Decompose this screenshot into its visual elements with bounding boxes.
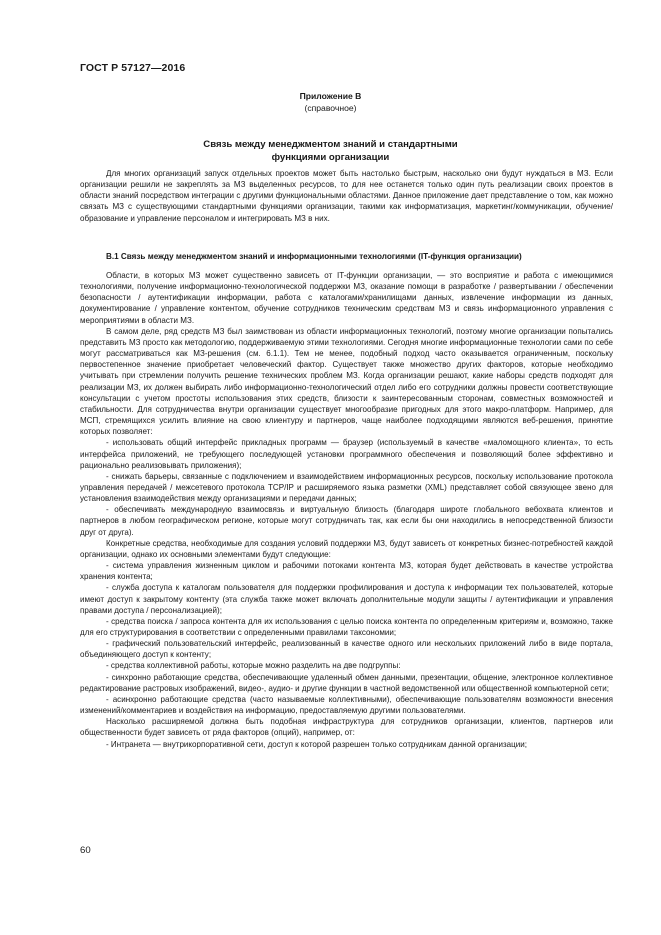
list-item: - Интранета — внутрикорпоративной сети, доступ к которой разрешен только сотрудникам данной организации; bbox=[106, 739, 527, 749]
section-body bbox=[80, 270, 613, 750]
list-item: - синхронно работающие средства, обеспечивающие удаленный обмен данными, презентации, общение, электронное коллективное редактирование растровых изображений, видео-, аудио- и другие функции в частной ведомственной или общественной компьютерной сети; bbox=[80, 672, 613, 693]
list-item: - графический пользовательский интерфейс, реализованный в качестве одного или нескольких приложений либо в виде портала, объединяющего доступ к контенту; bbox=[80, 639, 613, 660]
appendix-title: Приложение В bbox=[299, 91, 362, 101]
list-item: - средства поиска / запроса контента для их использования с целью поиска контента по определенным критериям и, возможно, также для его структурирования в соответствии с определенными правилами таксономии; bbox=[80, 616, 613, 637]
list-item: - асинхронно работающие средства (часто называемые коллективными), обеспечивающие пользователям возможности внесения изменений/комментариев и воздействия на информацию, предоставляемую другими пользователями. bbox=[80, 694, 613, 716]
page-title-line1: Связь между менеджментом знаний и стандартными bbox=[203, 139, 458, 150]
paragraph: Конкретные средства, необходимые для создания условий поддержки МЗ, будут зависеть от конкретных бизнес-потребностей каждой организации, однако их основными элементами будут следующие: bbox=[80, 538, 613, 559]
list-item: - использовать общий интерфейс прикладных программ — браузер (используемый в качестве «маломощного клиента», то есть интерфейса приложений, не требующего последующей установки программного обеспечения и позволяющий более эффективно и рационально реализовывать приложения); bbox=[80, 438, 613, 470]
page-number: 60 bbox=[80, 845, 91, 856]
page-title-line2: функциями организации bbox=[271, 152, 390, 163]
appendix-subtitle: (справочное) bbox=[304, 103, 357, 113]
paragraph: В самом деле, ряд средств МЗ был заимствован из области информационных технологий, поэтому многие организации попытались представить МЗ просто как методологию, поддерживаемую этими технологиями. Сегодня многие информационные технологии сами по себе могут рассматриваться как МЗ-решения (см. 6.1.1). Тем не менее, подобный подход часто оказывается ограниченным, поскольку первостепенное значение приобретает человеческий фактор. Существует также множество других факторов, которые необходимо учитывать при стремлении получить решение технических проблем МЗ. Когда организации решают, какие наборы средств подходят для реализации МЗ, их должен выбирать либо информационно-технологический отдел либо его сотрудники должны провести соответствующие консультации с учетом простоты использования этих средств, близости к заинтересованным сторонам, совместных возможностей и стабильности. Для сотрудничества внутри организации существует многообразие пригодных для этого макро-платформ. Например, для МСП, стремящихся усилить влияние на свою клиентуру и партнеров, чаще наиболее подходящими являются веб-решения, принятие которых позволяет: bbox=[80, 326, 613, 437]
intro-paragraph: Для многих организаций запуск отдельных проектов может быть настолько быстрым, насколько они будут нуждаться в МЗ. Если организации решили не закреплять за МЗ выделенных ресурсов, то для нее останется только один путь реализации своих проектов в области знаний посредством интеграции с другими функциональными областями. Данное приложение дает представление о том, как можно связать МЗ с существующими стандартными функциями организации, такими как информатизация, маркетинг/коммуникации, обучение/образование и управление персоналом и интегрировать МЗ в них. bbox=[80, 169, 613, 223]
paragraph: Области, в которых МЗ может существенно зависеть от IT-функции организации, — это восприятие и работа с имеющимися технологиями, получение информационно-технологической поддержки МЗ, оказание помощи в разработке / развертывании / обеспечении безопасности / аутентификации информации, работа с каталогами/хранилищами данных, извлечение информации из данных, документирование / управление контентом, обучение сотрудников техническим средствам МЗ и связь информационного управления с мероприятиями в области МЗ. bbox=[80, 271, 613, 325]
list-item: - средства коллективной работы, которые можно разделить на две подгруппы: bbox=[106, 661, 401, 671]
list-item: - обеспечивать международную взаимосвязь и виртуальную близость (благодаря широте глобального вебохвата клиентов и партнеров в любом географическом регионе, которые могут сотрудничать так, как если бы они находились в непосредственной близости друг от друга). bbox=[80, 505, 613, 537]
list-item: - служба доступа к каталогам пользователя для поддержки профилирования и доступа к информации тех пользователей, которые имеют доступ к закрытому контенту (эта служба также может включать дополнительные модули защиты / аутентификации и управления правами доступа / персонализацией); bbox=[80, 583, 613, 615]
list-item: - система управления жизненным циклом и рабочими потоками контента МЗ, которая будет действовать в качестве устройства хранения контента; bbox=[80, 561, 613, 582]
paragraph: Насколько расширяемой должна быть подобная инфраструктура для сотрудников организации, клиентов, партнеров или общественности будет зависеть от ряда факторов (опций), например, от: bbox=[80, 717, 613, 738]
list-item: - снижать барьеры, связанные с подключением и взаимодействием информационных ресурсов, поскольку использование протокола управления передачей / межсетевого протокола TCP/IP и расширяемого языка разметки (XML) представляет собой связующее звено для установления взаимодействия между организациями и передачи данных; bbox=[80, 471, 613, 504]
section-heading: В.1 Связь между менеджментом знаний и информационными технологиями (IT-функция организации) bbox=[106, 252, 522, 261]
intro-block bbox=[80, 168, 613, 224]
standard-header: ГОСТ Р 57127—2016 bbox=[80, 62, 186, 74]
